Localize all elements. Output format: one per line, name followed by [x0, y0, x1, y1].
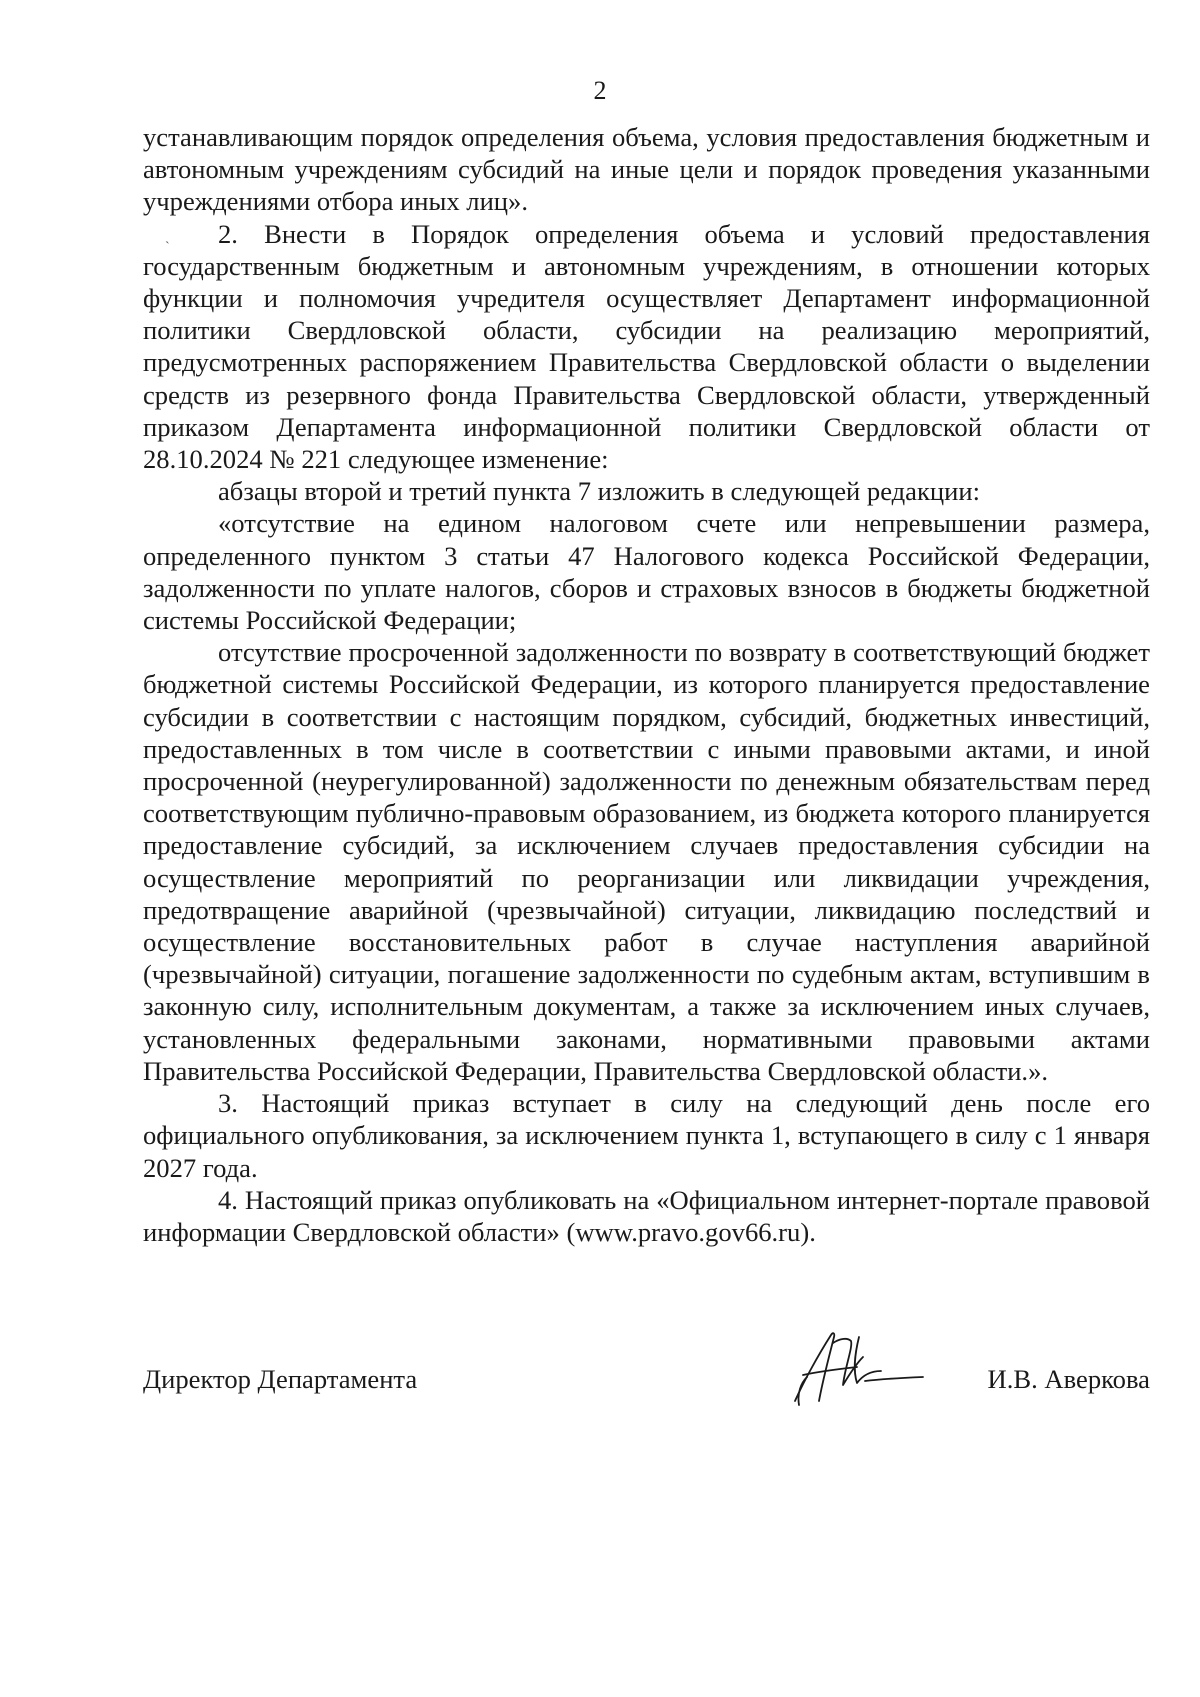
scan-mark: ` — [165, 240, 170, 255]
paragraph-item-3: 3. Настоящий приказ вступает в силу на следующий день после его официального опубликования, за исключением пункта 1, вступающего в силу с 1 января 2027 года. — [143, 1088, 1150, 1183]
document-body — [143, 121, 1150, 1248]
signatory-name: И.В. Аверкова — [987, 1364, 1150, 1394]
signatory-title: Директор Департамента — [143, 1364, 418, 1394]
paragraph-item-2: 2. Внести в Порядок определения объема и условий предоставления государственным бюджетным и автономным учреждениям, в отношении которых функции и полномочия учредителя осуществляет Департамент информационной политики Свердловской области, субсидии на реализацию мероприятий, предусмотренных распоряжением Правительства Свердловской области о выделении средств из резервного фонда Правительства Свердловской области, утвержденный приказом Департамента информационной политики Свердловской области от 28.10.2024 № 221 следующее изменение: — [143, 218, 1150, 475]
paragraph-continuation: устанавливающим порядок определения объема, условия предоставления бюджетным и автономным учреждениям субсидий на иные цели и порядок проведения указанными учреждениями отбора иных лиц». — [143, 122, 1150, 217]
page-number: 2 — [593, 76, 607, 105]
paragraph-item-2-intro: абзацы второй и третий пункта 7 изложить в следующей редакции: — [218, 476, 980, 507]
paragraph-item-4: 4. Настоящий приказ опубликовать на «Официальном интернет-портале правовой информации Свердловской области» (www.pravo.gov66.ru). — [143, 1184, 1150, 1247]
paragraph-quote-1: «отсутствие на едином налоговом счете или непревышении размера, определенного пунктом 3 статьи 47 Налогового кодекса Российской Федерации, задолженности по уплате налогов, сборов и страховых взносов в бюджеты бюджетной системы Российской Федерации; — [143, 508, 1150, 636]
signature-block — [143, 1363, 1150, 1423]
handwritten-signature-icon — [773, 1323, 933, 1413]
paragraph-quote-2: отсутствие просроченной задолженности по возврату в соответствующий бюджет бюджетной системы Российской Федерации, из которого планируется предоставление субсидии в соответствии с настоящим порядком, субсидий, бюджетных инвестиций, предоставленных в том числе в соответствии с иными правовыми актами, и иной просроченной (неурегулированной) задолженности по денежным обязательствам перед соответствующим публично-правовым образованием, из бюджета которого планируется предоставление субсидий, за исключением случаев предоставления субсидии на осуществление мероприятий по реорганизации или ликвидации учреждения, предотвращение аварийной (чрезвычайной) ситуации, ликвидацию последствий и осуществление восстановительных работ в случае наступления аварийной (чрезвычайной) ситуации, погашение задолженности по судебным актам, вступившим в законную силу, исполнительным документам, а также за исключением иных случаев, установленных федеральными законами, нормативными правовыми актами Правительства Российской Федерации, Правительства Свердловской области.». — [143, 637, 1150, 1086]
